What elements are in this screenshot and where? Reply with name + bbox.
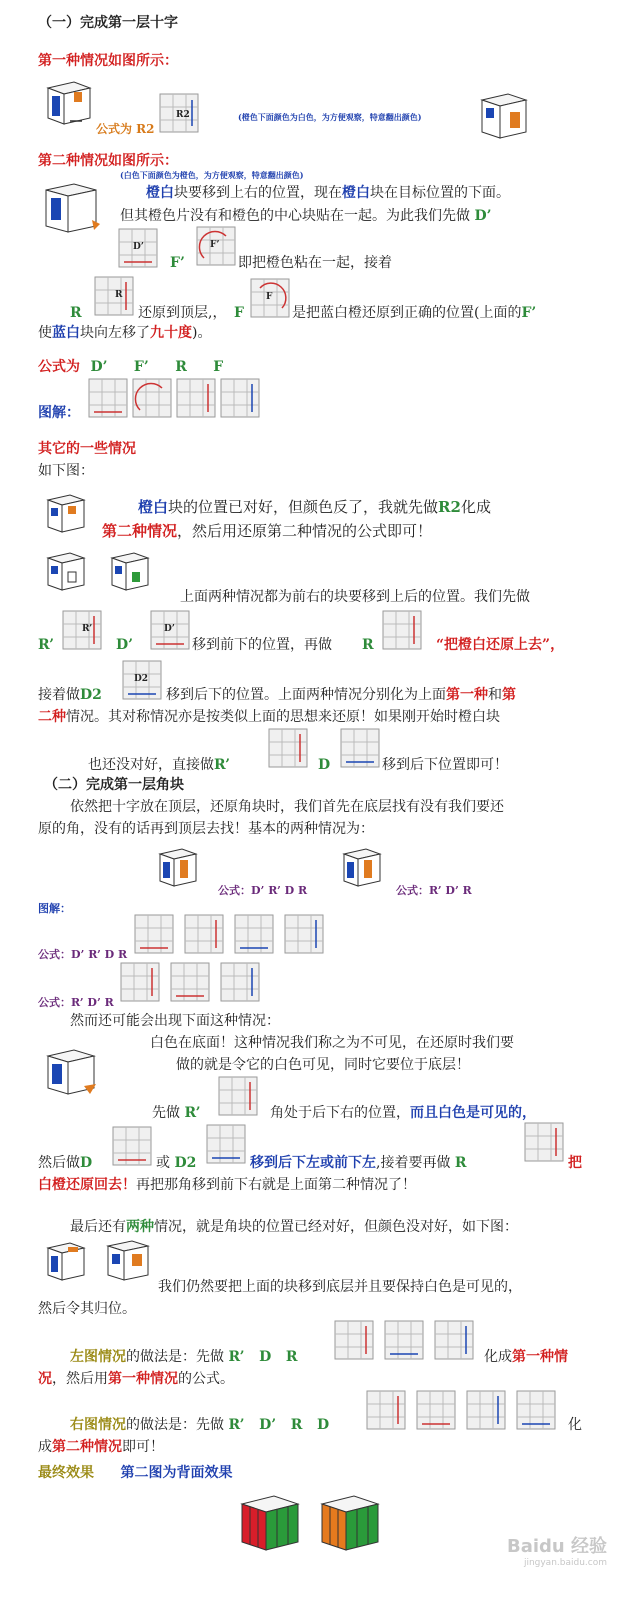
- o7-d: D: [318, 757, 331, 773]
- label-dprime-2: D’: [164, 624, 175, 634]
- s2-diagram-label: 图解：: [38, 902, 71, 915]
- diagram-cube-3: [176, 378, 216, 418]
- cube-s2-last1: [44, 1240, 88, 1284]
- cube-case1: [44, 78, 94, 128]
- case2-line5: 使蓝白块向左移了九十度)。: [38, 325, 212, 341]
- s2-p7e: 把: [568, 1155, 582, 1171]
- cube-s2-invisible: [44, 1046, 100, 1098]
- case2-line3: 即把橙色粘在一起，接着: [238, 255, 392, 271]
- o5-line-b: 移到后下的位置。上面两种情况分别化为上面第一种和第: [166, 687, 516, 703]
- case2-note: (白色下面颜色为橙色，为方便观察，特意翻出颜色): [120, 170, 304, 180]
- case2-line4b: 是把蓝白橙还原到正确的位置(上面的F’: [292, 305, 537, 321]
- label-d2: D2: [134, 674, 149, 684]
- diagram-strip-4: [334, 1320, 474, 1360]
- s2-formula1: 公式：D’ R’ D R: [218, 884, 308, 897]
- diagram-cube-14: [434, 1320, 474, 1360]
- diagram-cube-11: [220, 962, 260, 1002]
- s2-formula2b: 公式：R’ D’ R: [38, 996, 114, 1009]
- label-r: R: [115, 290, 123, 300]
- s2-formula1b: 公式：D’ R’ D R: [38, 948, 128, 961]
- s2-p7a: 然后做D: [38, 1155, 93, 1171]
- final-effect: 最终效果 第二图为背面效果: [38, 1465, 233, 1481]
- section-title-cross: （一）完成第一层十字: [38, 15, 178, 31]
- diagram-strip-1: [88, 378, 260, 418]
- s2-p10: 我们仍然要把上面的块移到底层并且要保持白色是可见的，: [158, 1279, 522, 1295]
- s2-p6b: 角处于后下右的位置，而且白色是可见的，: [270, 1105, 536, 1121]
- case2-line1: 橙白块要移到上右的位置，现在橙白块在目标位置的下面。: [146, 185, 510, 201]
- cube-o7-rprime: [268, 728, 308, 768]
- s2-p14c: 化: [568, 1417, 582, 1433]
- cube-s2-rprime: [218, 1076, 258, 1116]
- label-r2: R2: [176, 110, 190, 120]
- cube-other2: [44, 550, 88, 594]
- other-title: 其它的一些情况: [38, 441, 136, 457]
- diagram-label-1: 图解：: [38, 405, 80, 421]
- cube-s2-last2: [104, 1238, 152, 1284]
- diagram-cube-17: [466, 1390, 506, 1430]
- s2-p6a: 先做 R’: [152, 1105, 201, 1121]
- arrow-icon: [70, 110, 80, 120]
- case2-line2: 但其橙色片没有和橙色的中心块贴在一起。为此我们先做 D’: [120, 208, 492, 224]
- cube-s2-r: [524, 1122, 564, 1162]
- s2-p12: 左图情况的做法是：先做 R’ D R: [70, 1349, 298, 1365]
- s2-p12c: 化成第一种情: [484, 1349, 568, 1365]
- s2-p11: 然后令其归位。: [38, 1301, 136, 1317]
- label-rprime: R’: [82, 624, 93, 634]
- cube-final-back: [318, 1492, 382, 1554]
- case1-title: 第一种情况如图所示：: [38, 53, 178, 69]
- section-title-corners: （二）完成第一层角块: [44, 777, 184, 793]
- s2-p3: 然而还可能会出现下面这种情况：: [70, 1013, 280, 1029]
- label-dprime: D’: [133, 242, 144, 252]
- diagram-cube-12: [334, 1320, 374, 1360]
- case2-F: F: [234, 305, 244, 321]
- cube-other1: [44, 492, 88, 536]
- s2-formula2: 公式：R’ D’ R: [396, 884, 472, 897]
- o4-line-b: “把橙白还原上去”，: [436, 637, 565, 653]
- other-line1: 橙白块的位置已对好，但颜色反了，我就先做R2化成: [138, 498, 491, 516]
- s2-p14: 右图情况的做法是：先做 R’ D’ R D: [70, 1417, 330, 1433]
- cube-case1-result: [478, 90, 530, 142]
- case2-r: R: [70, 305, 82, 321]
- s2-p7c: 移到后下左或前下左,接着要再做 R: [250, 1155, 467, 1171]
- cube-s2-basic2: [340, 846, 384, 890]
- o7-line-a: 也还没对好，直接做R’: [88, 757, 231, 773]
- label-f: F: [266, 292, 273, 302]
- formula-row: 公式为 D’ F’ R F: [38, 359, 224, 375]
- diagram-strip-2: [134, 914, 324, 954]
- diagram-cube-18: [516, 1390, 556, 1430]
- s2-p5: 做的就是令它的白色可见，同时它要位于底层！: [176, 1057, 470, 1073]
- diagram-cube-1: [88, 378, 128, 418]
- cube-o4-r: [382, 610, 422, 650]
- diagram-cube-9: [120, 962, 160, 1002]
- other-line2: 第二种情况，然后用还原第二种情况的公式即可！: [102, 522, 433, 540]
- case2-line4a: 还原到顶层,，: [138, 305, 227, 321]
- diagram-cube-2: [132, 378, 172, 418]
- other-line3: 上面两种情况都为前右的块要移到上后的位置。我们先做: [180, 589, 530, 605]
- diagram-cube-8: [284, 914, 324, 954]
- other-sub: 如下图：: [38, 463, 94, 479]
- diagram-cube-5: [134, 914, 174, 954]
- o6-line: 二种情况。其对称情况亦是按类似上面的思想来还原！如果刚开始时橙白块: [38, 709, 500, 725]
- o4-R: R: [362, 637, 374, 653]
- case1-note: (橙色下面颜色为白色，为方便观察，特意翻出颜色): [238, 112, 422, 122]
- case2-fprime: F’: [170, 255, 185, 271]
- case2-title: 第二种情况如图所示：: [38, 153, 178, 169]
- diagram-cube-13: [384, 1320, 424, 1360]
- o4-rprime: R’: [38, 637, 55, 653]
- o4-dprime: D’: [116, 637, 134, 653]
- s2-p4: 白色在底面！这种情况我们称之为不可见，在还原时我们要: [150, 1035, 514, 1051]
- cube-final-front: [238, 1492, 302, 1554]
- diagram-cube-7: [234, 914, 274, 954]
- cube-s2-basic1: [156, 846, 200, 890]
- s2-p8: 白橙还原回去！再把那角移到前下右就是上面第二种情况了！: [38, 1177, 416, 1193]
- s2-p9: 最后还有两种情况，就是角块的位置已经对好，但颜色没对好，如下图：: [70, 1219, 518, 1235]
- diagram-strip-5: [366, 1390, 556, 1430]
- s2-p2: 原的角，没有的话再到顶层去找！基本的两种情况为：: [38, 821, 374, 837]
- o5-line: 接着做D2: [38, 687, 102, 703]
- diagram-cube-16: [416, 1390, 456, 1430]
- o7-line-b: 移到后下位置即可！: [382, 757, 508, 773]
- label-fprime: F’: [210, 240, 220, 250]
- case1-formula: 公式为 R2: [96, 122, 155, 136]
- cube-diagram-r: [94, 276, 134, 316]
- cube-case2: [42, 180, 102, 236]
- baidu-watermark: Baidu 经验 jingyan.baidu.com: [506, 1536, 607, 1568]
- diagram-cube-15: [366, 1390, 406, 1430]
- cube-s2-d: [112, 1126, 152, 1166]
- cube-o7-d: [340, 728, 380, 768]
- diagram-cube-4: [220, 378, 260, 418]
- o4-line-a: 移到前下的位置，再做: [192, 637, 332, 653]
- s2-p15: 成第二种情况即可！: [38, 1439, 164, 1455]
- s2-p1: 依然把十字放在顶层，还原角块时，我们首先在底层找有没有我们要还: [70, 799, 504, 815]
- s2-p7b: 或 D2: [156, 1155, 197, 1171]
- s2-p13: 况，然后用第一种情况的公式。: [38, 1371, 234, 1387]
- cube-s2-d2: [206, 1124, 246, 1164]
- diagram-strip-3: [120, 962, 260, 1002]
- diagram-cube-6: [184, 914, 224, 954]
- cube-other3: [108, 550, 152, 594]
- diagram-cube-10: [170, 962, 210, 1002]
